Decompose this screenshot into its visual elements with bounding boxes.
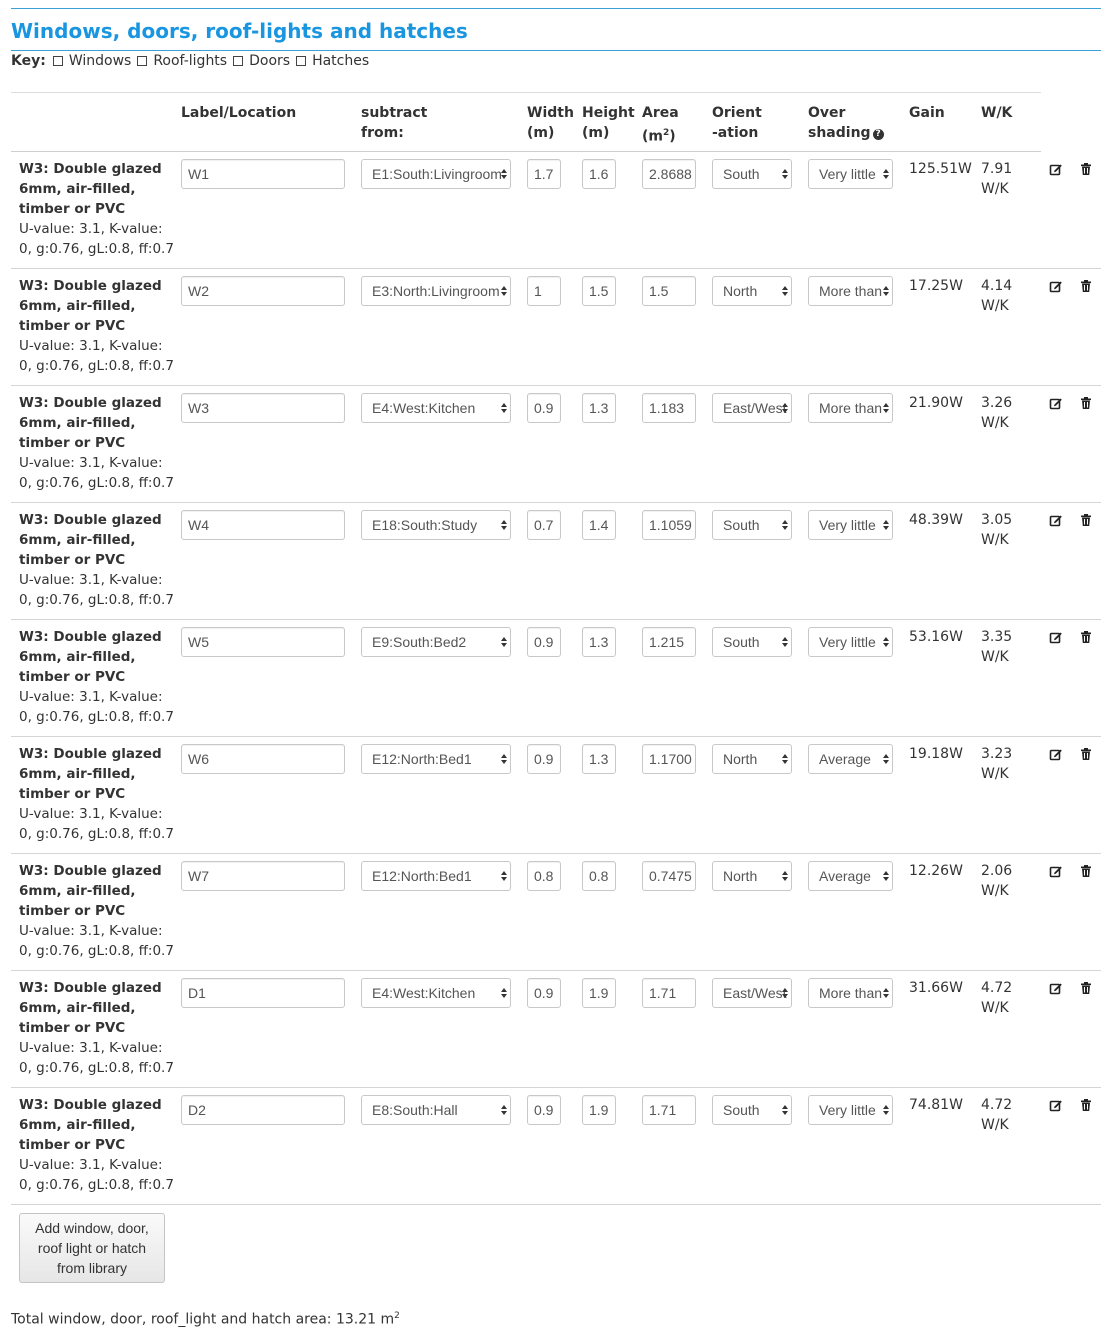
edit-icon[interactable] (1049, 162, 1063, 176)
element-properties: U-value: 3.1, K-value: 0, g:0.76, gL:0.8, ff:0.7 (19, 1040, 174, 1076)
element-properties: U-value: 3.1, K-value: 0, g:0.76, gL:0.8, ff:0.7 (19, 221, 174, 257)
element-type-name: W3: Double glazed 6mm, air-filled, timber or PVC (19, 629, 162, 685)
trash-icon[interactable] (1079, 1098, 1093, 1112)
element-properties: U-value: 3.1, K-value: 0, g:0.76, gL:0.8, ff:0.7 (19, 689, 174, 725)
orientation-select[interactable]: South (712, 1095, 792, 1125)
select-arrow-icon (500, 284, 508, 299)
key-label: Key: (11, 53, 46, 69)
orientation-select[interactable]: East/West (712, 978, 792, 1008)
table-row (11, 1087, 1101, 1205)
table-row (11, 385, 1101, 503)
label-input[interactable]: W1 (181, 159, 345, 189)
select-arrow-icon (781, 869, 789, 884)
edit-icon[interactable] (1049, 1098, 1063, 1112)
trash-icon[interactable] (1079, 396, 1093, 410)
width-input[interactable]: 0.9 (527, 744, 561, 774)
select-arrow-icon (781, 986, 789, 1001)
label-input[interactable]: W4 (181, 510, 345, 540)
column-width: Width (m) (527, 105, 574, 141)
table-header (11, 92, 1041, 152)
table-row (11, 853, 1101, 971)
trash-icon[interactable] (1079, 981, 1093, 995)
wk-value: 3.05 W/K (981, 512, 1013, 548)
gain-value: 31.66W (909, 980, 963, 996)
help-icon[interactable]: ? (873, 129, 884, 140)
trash-icon[interactable] (1079, 279, 1093, 293)
height-input[interactable]: 1.9 (582, 1095, 616, 1125)
width-input[interactable]: 0.7 (527, 510, 561, 540)
trash-icon[interactable] (1079, 864, 1093, 878)
wk-value: 4.72 W/K (981, 980, 1013, 1016)
area-input[interactable]: 1.1059 (642, 510, 696, 540)
select-arrow-icon (882, 869, 890, 884)
select-arrow-icon (500, 986, 508, 1001)
gain-value: 17.25W (909, 278, 963, 294)
element-properties: U-value: 3.1, K-value: 0, g:0.76, gL:0.8, ff:0.7 (19, 1157, 174, 1193)
width-input[interactable]: 0.9 (527, 978, 561, 1008)
area-input[interactable]: 1.5 (642, 276, 696, 306)
select-arrow-icon (781, 401, 789, 416)
select-arrow-icon (882, 635, 890, 650)
doors-swatch (233, 56, 243, 66)
select-arrow-icon (781, 167, 789, 182)
roof-lights-swatch (137, 56, 147, 66)
select-arrow-icon (500, 518, 508, 533)
select-arrow-icon (882, 167, 890, 182)
table-row (11, 502, 1101, 620)
area-input[interactable]: 2.8688 (642, 159, 696, 189)
width-input[interactable]: 0.9 (527, 627, 561, 657)
height-input[interactable]: 1.5 (582, 276, 616, 306)
element-description (19, 393, 174, 493)
select-arrow-icon (500, 752, 508, 767)
orientation-select[interactable]: South (712, 510, 792, 540)
width-input[interactable]: 0.9 (527, 393, 561, 423)
element-description (19, 510, 174, 610)
element-description (19, 276, 174, 376)
element-description (19, 744, 174, 844)
table-row (11, 970, 1101, 1088)
height-input[interactable]: 0.8 (582, 861, 616, 891)
area-input[interactable]: 1.183 (642, 393, 696, 423)
label-input[interactable]: W3 (181, 393, 345, 423)
edit-icon[interactable] (1049, 747, 1063, 761)
select-arrow-icon (882, 518, 890, 533)
height-input[interactable]: 1.3 (582, 744, 616, 774)
select-arrow-icon (500, 1103, 508, 1118)
select-arrow-icon (882, 284, 890, 299)
overshading-select[interactable]: More than (808, 276, 893, 306)
trash-icon[interactable] (1079, 513, 1093, 527)
wk-value: 3.35 W/K (981, 629, 1013, 665)
element-type-name: W3: Double glazed 6mm, air-filled, timber or PVC (19, 395, 162, 451)
key-legend (11, 53, 375, 69)
key-item-hatches: Hatches (296, 53, 369, 69)
orientation-select[interactable]: North (712, 276, 792, 306)
overshading-select[interactable]: Very little (808, 1095, 893, 1125)
overshading-select[interactable]: More than (808, 393, 893, 423)
gain-value: 48.39W (909, 512, 963, 528)
subtract-from-select[interactable]: E8:South:Hall (361, 1095, 511, 1125)
overshading-select[interactable]: More than (808, 978, 893, 1008)
wk-value: 2.06 W/K (981, 863, 1013, 899)
height-input[interactable]: 1.4 (582, 510, 616, 540)
top-rule (11, 8, 1101, 9)
edit-icon[interactable] (1049, 864, 1063, 878)
windows-swatch (53, 56, 63, 66)
select-arrow-icon (500, 869, 508, 884)
area-input[interactable]: 1.71 (642, 978, 696, 1008)
trash-icon[interactable] (1079, 630, 1093, 644)
element-type-name: W3: Double glazed 6mm, air-filled, timber or PVC (19, 161, 162, 217)
add-from-library-button[interactable]: Add window, door, roof light or hatch from library (19, 1213, 165, 1283)
select-arrow-icon (882, 986, 890, 1001)
width-input[interactable]: 0.9 (527, 1095, 561, 1125)
column-area: Area $(m^2)$ (642, 105, 679, 145)
column-height: Height (m) (582, 105, 635, 141)
select-arrow-icon (781, 752, 789, 767)
subtract-from-select[interactable]: E9:South:Bed2 (361, 627, 511, 657)
select-arrow-icon (500, 635, 508, 650)
element-description (19, 159, 174, 259)
table-row (11, 268, 1101, 386)
subtract-from-select[interactable]: E4:West:Kitchen (361, 978, 511, 1008)
select-arrow-icon (781, 284, 789, 299)
select-arrow-icon (781, 635, 789, 650)
wk-value: 4.14 W/K (981, 278, 1013, 314)
overshading-select[interactable]: Average (808, 744, 893, 774)
table-row (11, 736, 1101, 854)
element-description (19, 861, 174, 961)
orientation-select[interactable]: North (712, 744, 792, 774)
select-arrow-icon (500, 401, 508, 416)
element-properties: U-value: 3.1, K-value: 0, g:0.76, gL:0.8, ff:0.7 (19, 572, 174, 608)
title-rule (11, 50, 1101, 51)
edit-icon[interactable] (1049, 630, 1063, 644)
wk-value: 3.23 W/K (981, 746, 1013, 782)
subtract-from-select[interactable]: E1:South:Livingroom (361, 159, 511, 189)
element-type-name: W3: Double glazed 6mm, air-filled, timber or PVC (19, 278, 162, 334)
table-row (11, 619, 1101, 737)
area-input[interactable]: 1.1700 (642, 744, 696, 774)
select-arrow-icon (882, 1103, 890, 1118)
select-arrow-icon (500, 167, 508, 182)
area-input[interactable]: 0.7475 (642, 861, 696, 891)
edit-icon[interactable] (1049, 396, 1063, 410)
key-item-windows: Windows (53, 53, 132, 69)
subtract-from-select[interactable]: E12:North:Bed1 (361, 744, 511, 774)
select-arrow-icon (882, 401, 890, 416)
select-arrow-icon (882, 752, 890, 767)
column-shading: Over shading ? (808, 103, 888, 143)
section-title: Windows, doors, roof-lights and hatches (11, 19, 468, 43)
width-input[interactable]: 1.7 (527, 159, 561, 189)
trash-icon[interactable] (1079, 162, 1093, 176)
orientation-select[interactable]: South (712, 159, 792, 189)
overshading-select[interactable]: Very little (808, 627, 893, 657)
gain-value: 12.26W (909, 863, 963, 879)
wk-value: 4.72 W/K (981, 1097, 1013, 1133)
height-input[interactable]: 1.3 (582, 627, 616, 657)
element-properties: U-value: 3.1, K-value: 0, g:0.76, gL:0.8, ff:0.7 (19, 923, 174, 959)
overshading-select[interactable]: Very little (808, 159, 893, 189)
element-description (19, 978, 174, 1078)
element-description (19, 1095, 174, 1195)
table-row (11, 151, 1101, 269)
element-type-name: W3: Double glazed 6mm, air-filled, timber or PVC (19, 1097, 162, 1153)
wk-value: 3.26 W/K (981, 395, 1013, 431)
gain-value: 125.51W (909, 161, 972, 177)
width-input[interactable]: 1 (527, 276, 561, 306)
height-input[interactable]: 1.6 (582, 159, 616, 189)
element-properties: U-value: 3.1, K-value: 0, g:0.76, gL:0.8, ff:0.7 (19, 338, 174, 374)
hatches-swatch (296, 56, 306, 66)
element-type-name: W3: Double glazed 6mm, air-filled, timber or PVC (19, 980, 162, 1036)
element-description (19, 627, 174, 727)
orientation-select[interactable]: North (712, 861, 792, 891)
column-orientation: Orient -ation (712, 105, 762, 141)
element-properties: U-value: 3.1, K-value: 0, g:0.76, gL:0.8, ff:0.7 (19, 806, 174, 842)
column-label: Label/Location (181, 105, 297, 121)
label-input[interactable]: W7 (181, 861, 345, 891)
subtract-from-select[interactable]: E18:South:Study (361, 510, 511, 540)
element-type-name: W3: Double glazed 6mm, air-filled, timber or PVC (19, 512, 162, 568)
edit-icon[interactable] (1049, 513, 1063, 527)
label-input[interactable]: D1 (181, 978, 345, 1008)
gain-value: 74.81W (909, 1097, 963, 1113)
area-input[interactable]: 1.71 (642, 1095, 696, 1125)
label-input[interactable]: W2 (181, 276, 345, 306)
column-wk: W/K (981, 105, 1013, 121)
element-type-name: W3: Double glazed 6mm, air-filled, timber or PVC (19, 746, 162, 802)
element-properties: U-value: 3.1, K-value: 0, g:0.76, gL:0.8, ff:0.7 (19, 455, 174, 491)
column-subtract: subtract from: (361, 105, 428, 141)
subtract-from-select[interactable]: E3:North:Livingroom (361, 276, 511, 306)
trash-icon[interactable] (1079, 747, 1093, 761)
subtract-from-select[interactable]: E4:West:Kitchen (361, 393, 511, 423)
subtract-from-select[interactable]: E12:North:Bed1 (361, 861, 511, 891)
column-gain: Gain (909, 105, 945, 121)
orientation-select[interactable]: South (712, 627, 792, 657)
label-input[interactable]: D2 (181, 1095, 345, 1125)
gain-value: 21.90W (909, 395, 963, 411)
element-type-name: W3: Double glazed 6mm, air-filled, timber or PVC (19, 863, 162, 919)
orientation-select[interactable]: East/West (712, 393, 792, 423)
height-input[interactable]: 1.3 (582, 393, 616, 423)
key-item-doors: Doors (233, 53, 290, 69)
gain-value: 19.18W (909, 746, 963, 762)
select-arrow-icon (781, 518, 789, 533)
select-arrow-icon (781, 1103, 789, 1118)
total-area: Total window, door, roof_light and hatch area: 13.21 $m^2$ (11, 1311, 400, 1328)
height-input[interactable]: 1.9 (582, 978, 616, 1008)
edit-icon[interactable] (1049, 279, 1063, 293)
wk-value: 7.91 W/K (981, 161, 1013, 197)
width-input[interactable]: 0.8 (527, 861, 561, 891)
edit-icon[interactable] (1049, 981, 1063, 995)
overshading-select[interactable]: Very little (808, 510, 893, 540)
label-input[interactable]: W5 (181, 627, 345, 657)
key-item-roof-lights: Roof-lights (137, 53, 227, 69)
gain-value: 53.16W (909, 629, 963, 645)
label-input[interactable]: W6 (181, 744, 345, 774)
area-input[interactable]: 1.215 (642, 627, 696, 657)
overshading-select[interactable]: Average (808, 861, 893, 891)
